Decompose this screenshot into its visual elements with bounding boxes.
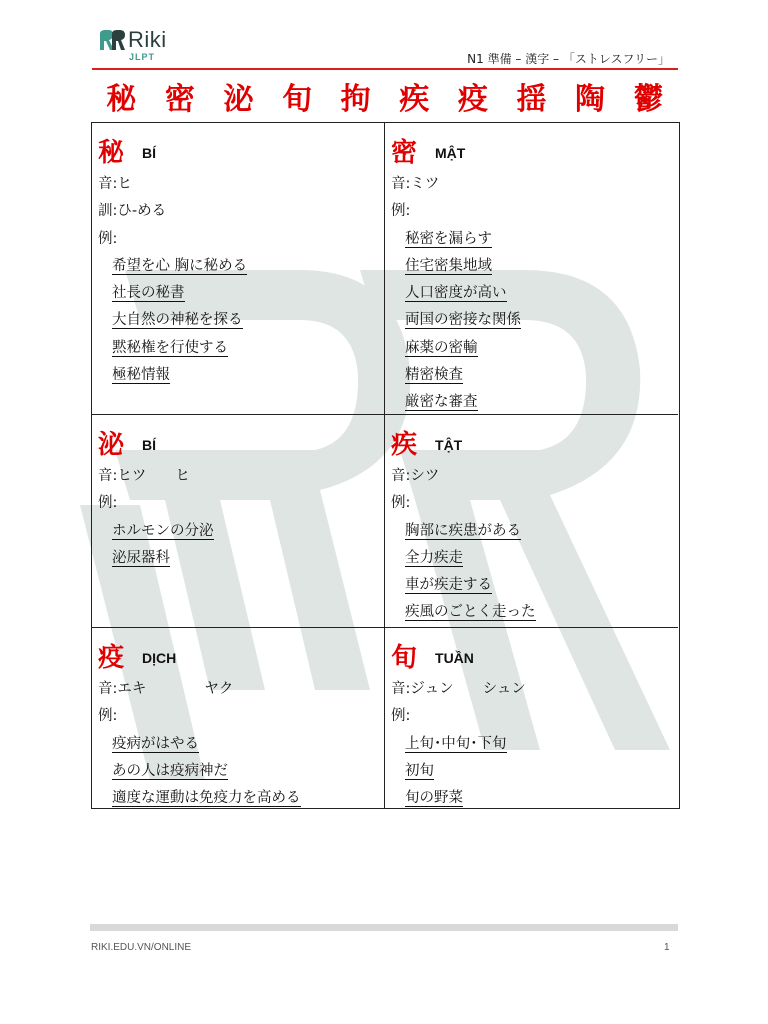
example-phrase xyxy=(391,253,672,280)
example-text: 旬の野菜 xyxy=(405,790,463,807)
kanji-grid xyxy=(91,122,680,809)
title-kanji: 揺 xyxy=(516,82,547,117)
title-kanji: 秘 xyxy=(106,82,137,117)
reading-line xyxy=(391,463,672,490)
reading-text: 訓:ひ-める xyxy=(98,203,167,220)
example-text: 大自然の神秘を探る xyxy=(112,312,243,329)
example-text: 黙秘権を行使する xyxy=(112,339,228,356)
example-phrase xyxy=(391,389,672,415)
title-kanji: 旬 xyxy=(282,82,313,117)
reading-line xyxy=(98,226,378,253)
title-kanji: 泌 xyxy=(223,82,254,117)
example-phrase xyxy=(98,280,378,307)
riki-logo xyxy=(98,27,167,62)
example-phrase xyxy=(391,307,672,334)
example-phrase xyxy=(98,362,378,389)
example-phrase xyxy=(391,731,672,758)
example-phrase xyxy=(98,335,378,362)
han-viet-reading: TẬT xyxy=(435,437,463,453)
header-title: N1 準備 – 漢字 – 「ストレスフリー」 xyxy=(467,52,670,66)
reading-text: 音:ジュン シュン xyxy=(391,681,526,697)
reading-line xyxy=(98,490,378,517)
example-text: 希望を心 胸に秘める xyxy=(112,257,248,274)
kanji-character: 秘 xyxy=(98,137,125,168)
reading-line xyxy=(391,490,672,517)
example-phrase xyxy=(391,758,672,785)
example-phrase xyxy=(391,572,672,599)
kanji-character: 疾 xyxy=(391,429,418,460)
example-text: 秘密を漏らす xyxy=(405,230,492,247)
example-phrase xyxy=(98,518,378,545)
kanji-card xyxy=(92,123,385,415)
example-text: 住宅密集地域 xyxy=(405,257,492,274)
example-text: 疫病がはやる xyxy=(112,735,199,752)
kanji-title-row xyxy=(92,74,678,118)
example-text: 両国の密接な関係 xyxy=(405,312,521,329)
example-text: 適度な運動は免疫力を高める xyxy=(112,790,301,807)
example-phrase xyxy=(98,785,378,808)
kanji-card xyxy=(92,415,385,628)
example-phrase xyxy=(391,785,672,808)
example-phrase xyxy=(98,307,378,334)
kanji-card xyxy=(92,628,385,808)
example-phrase xyxy=(391,362,672,389)
example-phrase xyxy=(391,599,672,626)
example-text: 精密検査 xyxy=(405,367,463,384)
reading-text: 例: xyxy=(98,708,118,725)
example-text: 極秘情報 xyxy=(112,367,170,384)
page-number: 1 xyxy=(664,942,670,953)
example-text: 厳密な審査 xyxy=(405,394,478,411)
reading-text: 例: xyxy=(391,495,411,512)
reading-line xyxy=(98,171,378,198)
kanji-card-header xyxy=(391,129,672,171)
kanji-card xyxy=(385,628,678,808)
example-phrase xyxy=(391,518,672,545)
kanji-character: 密 xyxy=(391,137,418,168)
reading-line xyxy=(391,198,672,225)
kanji-card-header xyxy=(391,634,672,676)
kanji-card-header xyxy=(98,634,378,676)
example-phrase xyxy=(391,226,672,253)
reading-line xyxy=(391,171,672,198)
example-phrase xyxy=(98,253,378,280)
reading-line xyxy=(98,703,378,730)
reading-line xyxy=(391,676,672,703)
kanji-card xyxy=(385,123,678,415)
reading-line xyxy=(391,703,672,730)
example-text: 社長の秘書 xyxy=(112,285,185,302)
kanji-card xyxy=(385,415,678,628)
example-phrase xyxy=(391,545,672,572)
han-viet-reading: TUẦN xyxy=(435,650,474,666)
han-viet-reading: BÍ xyxy=(142,145,157,161)
example-text: 全力疾走 xyxy=(405,549,463,566)
title-kanji: 疾 xyxy=(399,82,430,117)
example-text: 上旬･中旬･下旬 xyxy=(405,735,507,752)
riki-logo-icon xyxy=(98,28,126,52)
footer-bar xyxy=(90,924,678,931)
title-kanji: 鬱 xyxy=(633,82,664,117)
logo-name: Riki xyxy=(128,27,167,52)
example-text: 泌尿器科 xyxy=(112,549,170,566)
example-text: 人口密度が高い xyxy=(405,285,507,302)
title-kanji: 拘 xyxy=(340,82,371,117)
han-viet-reading: BÍ xyxy=(142,437,157,453)
example-text: ホルモンの分泌 xyxy=(112,522,214,539)
kanji-character: 疫 xyxy=(98,642,125,673)
example-phrase xyxy=(98,758,378,785)
reading-text: 音:ヒツ ヒ xyxy=(98,468,190,484)
reading-text: 例: xyxy=(98,230,118,247)
example-text: 胸部に疾患がある xyxy=(405,522,521,539)
reading-line xyxy=(98,676,378,703)
example-phrase xyxy=(391,280,672,307)
example-text: 初旬 xyxy=(405,762,434,779)
example-phrase xyxy=(391,335,672,362)
footer-url: RIKI.EDU.VN/ONLINE xyxy=(91,942,192,953)
kanji-character: 泌 xyxy=(98,429,125,460)
kanji-card-header xyxy=(98,421,378,463)
example-text: 疾風のごとく走った xyxy=(405,604,536,621)
han-viet-reading: MẬT xyxy=(435,145,466,161)
kanji-character: 旬 xyxy=(391,642,418,673)
title-kanji: 疫 xyxy=(457,82,488,117)
reading-text: 音:エキ ヤク xyxy=(98,681,234,697)
kanji-card-header xyxy=(391,421,672,463)
example-text: あの人は疫病神だ xyxy=(112,762,228,779)
example-phrase xyxy=(98,545,378,572)
reading-text: 例: xyxy=(391,708,411,725)
reading-text: 音:ヒ xyxy=(98,176,132,192)
reading-text: 音:ミツ xyxy=(391,176,440,192)
example-phrase xyxy=(98,731,378,758)
reading-line xyxy=(98,198,378,225)
han-viet-reading: DỊCH xyxy=(142,650,177,666)
reading-text: 例: xyxy=(391,203,411,220)
example-text: 車が疾走する xyxy=(405,577,492,594)
kanji-card-header xyxy=(98,129,378,171)
header-rule xyxy=(92,68,678,70)
title-kanji: 陶 xyxy=(575,82,606,117)
title-kanji: 密 xyxy=(164,82,195,117)
reading-text: 例: xyxy=(98,495,118,512)
reading-line xyxy=(98,463,378,490)
example-text: 麻薬の密輸 xyxy=(405,339,478,356)
logo-sub: JLPT xyxy=(129,52,156,62)
reading-text: 音:シツ xyxy=(391,468,440,484)
